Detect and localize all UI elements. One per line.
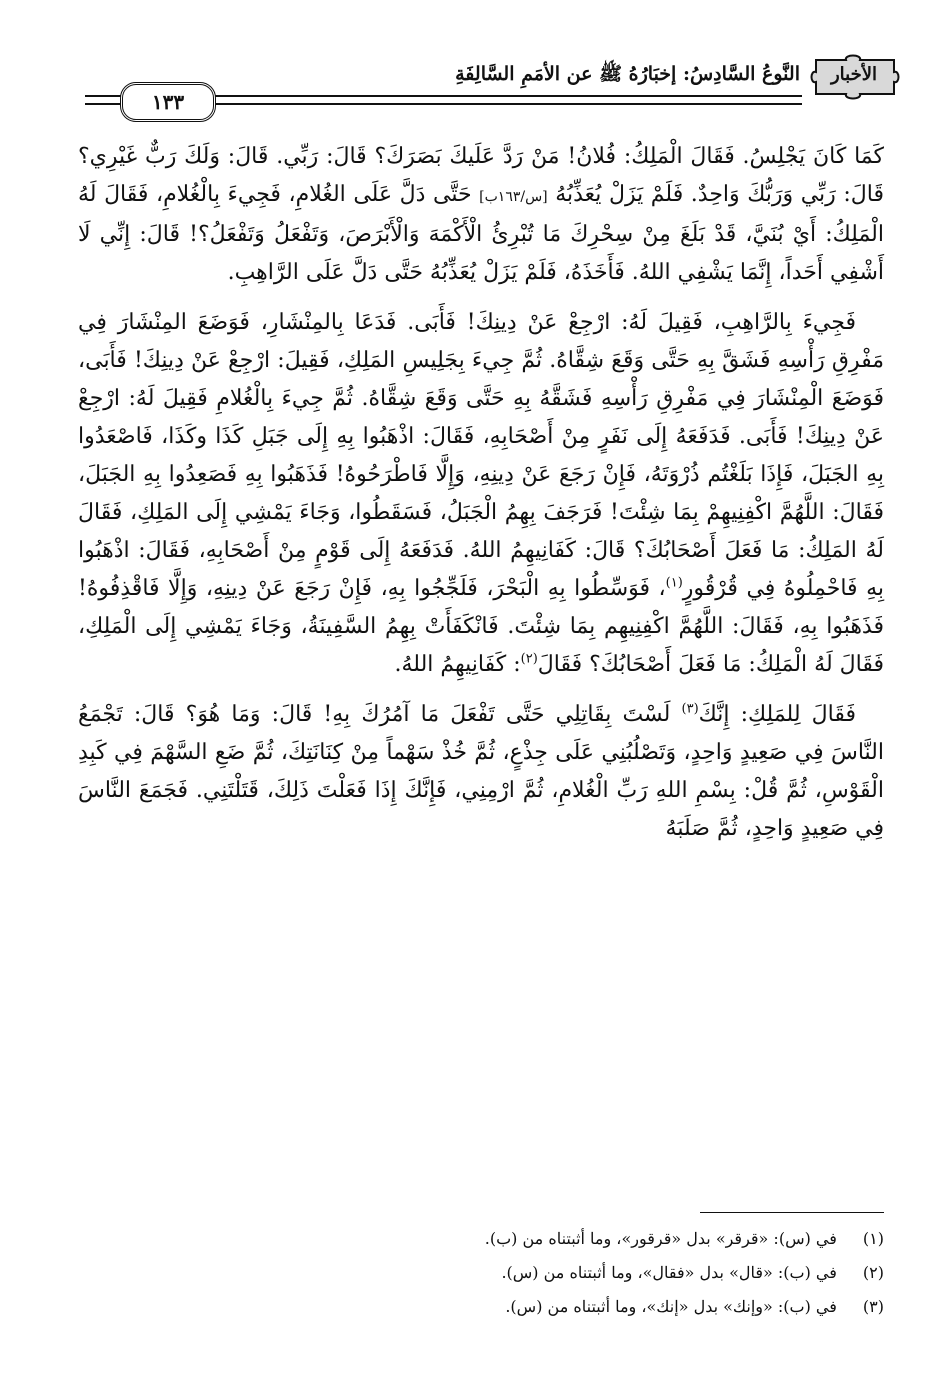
section-badge-label: الأخبار bbox=[830, 64, 877, 85]
paragraph-text: ، فَوَسِّطُوا بِهِ الْبَحْرَ، فَلَجِّجُوا بِهِ، فَإِنْ رَجَعَ عَنْ دِينِهِ، وَإِلَّا فَاقْذِفُوهُ! فَذَهَبُوا بِهِ، فَقَالَ: اللَّهُمَّ اكْفِنِيهِم بِمَا شِئْتَ. فَانْكَفَأَتْ بِهِمُ السَّفِينَةُ، وَجَاءَ يَمْشِي إِلَى الْمَلِكِ، فَقَالَ لَهُ الْمَلِكُ: مَا فَعَلَ أَصْحَابُكَ؟ فَقَالَ bbox=[78, 576, 884, 677]
footnote-divider bbox=[700, 1212, 884, 1213]
footnote-text: في (س): «قرقر» بدل «قرقور»، وما أثبتناه من (ب). bbox=[484, 1229, 837, 1248]
manuscript-ref: [س/١٦٣ب] bbox=[479, 189, 548, 205]
paragraph-text: لَسْتَ بِقَاتِلِي حَتَّى تَفْعَلَ مَا آمُرُكَ بِهِ! قَالَ: وَمَا هُوَ؟ قَالَ: تَجْمَعُ النَّاسَ فِي صَعِيدٍ وَاحِدٍ، وَتَصْلُبُنِي عَلَى جِذْعٍ، ثُمَّ خُذْ سَهْماً مِنْ كِنَانَتِكَ، ثُمَّ ضَعِ السَّهْمَ فِي كَبِدِ الْقَوْسِ، ثُمَّ قُلْ: بِسْمِ اللهِ رَبِّ الْغُلامِ، ثُمَّ ارْمِنِي، فَإِنَّكَ إِذَا فَعَلْتَ ذَلِكَ، قَتَلْتَنِي. فَجَمَعَ النَّاسَ فِي صَعِيدٍ وَاحِدٍ، ثُمَّ صَلَبَهُ bbox=[78, 702, 884, 841]
section-badge bbox=[806, 52, 902, 102]
footnote-number: (٢) bbox=[862, 1263, 884, 1282]
footnote-text: في (ب): «قال» بدل «فقال»، وما أثبتناه من (س). bbox=[501, 1263, 837, 1282]
footnote-item bbox=[200, 1222, 884, 1256]
footnote-ref: (١) bbox=[665, 575, 683, 591]
paragraph bbox=[78, 138, 884, 292]
paragraph-text: حَتَّى دَلَّ عَلَى الغُلامِ، فَجِيءَ بِالْغُلامِ، فَقَالَ لَهُ الْمَلِكُ: أَيْ بُنَيَّ، قَدْ بَلَغَ مِنْ سِحْرِكَ مَا تُبْرِئُ الْأَكْمَهَ وَالْأَبْرَصَ، وَتَفْعَلُ وَتَفْعَلُ؟! قَالَ: إِنِّي لَا أَشْفِي أَحَداً، إِنَّمَا يَشْفِي اللهُ. فَأَخَذَهُ، فَلَمْ يَزَلْ يُعَذِّبُهُ حَتَّى دَلَّ عَلَى الرَّاهِبِ. bbox=[78, 182, 884, 285]
footnote-number: (٣) bbox=[862, 1297, 884, 1316]
paragraph-text: فَقَالَ لِلمَلِكِ: إِنَّكَ bbox=[698, 702, 856, 727]
footnote-ref: (٣) bbox=[681, 701, 699, 717]
footnotes bbox=[200, 1222, 884, 1324]
header-rule-left bbox=[85, 95, 121, 105]
paragraph bbox=[78, 304, 884, 684]
main-text bbox=[78, 138, 884, 860]
running-title: النَّوعُ السَّادِسُ: إخبَارُهُ ﷺ عن الأمَمِ السَّالِفَةِ bbox=[455, 63, 800, 85]
footnote-ref: (٢) bbox=[520, 651, 538, 667]
footnote-number: (١) bbox=[862, 1229, 884, 1248]
footnote-text: في (ب): «وإنك» بدل «إنك»، وما أثبتناه من (س). bbox=[505, 1297, 837, 1316]
footnote-item bbox=[200, 1256, 884, 1290]
footnote-item bbox=[200, 1290, 884, 1324]
paragraph-text: فَجِيءَ بِالرَّاهِبِ، فَقِيلَ لَهُ: ارْجِعْ عَنْ دِينِكَ! فَأَبَى. فَدَعَا بِالمِنْشَارِ، فَوَضَعَ المِنْشَارَ فِي مَفْرِقِ رَأْسِهِ فَشَقَّ بِهِ حَتَّى وَقَعَ شِقَّاهُ. ثُمَّ جِيءَ بِجَلِيسِ المَلِكِ، فَقِيلَ: ارْجِعْ عَنْ دِينِكَ! فَأَبَى، فَوَضَعَ الْمِنْشَارَ فِي مَفْرِقِ رَأْسِهِ فَشَقَّهُ بِهِ حَتَّى وَقَعَ شِقَّاهُ. ثُمَّ جِيءَ بِالْغُلامِ فَقِيلَ لَهُ: ارْجِعْ عَنْ دِينِكَ! فَأَبَى. فَدَفَعَهُ إِلَى نَفَرٍ مِنْ أَصْحَابِهِ، فَقَالَ: اذْهَبُوا بِهِ إِلَى جَبَلِ كَذَا وكَذَا، فَاصْعَدُوا بِهِ الجَبَلَ، فَإِذَا بَلَغْتُم ذُرْوَتَهُ، فَإِنْ رَجَعَ عَنْ دِينِهِ، وَإِلَّا فَاطْرَحُوهُ! فَذَهَبُوا بِهِ فَصَعِدُوا بِهِ الجَبَلَ، فَقَالَ: اللَّهُمَّ اكْفِنِيهِمْ بِمَا شِئْتَ! فَرَجَفَ بِهِمُ الْجَبَلُ، فَسَقَطُوا، وَجَاءَ يَمْشِي إِلَى المَلِكِ، فَقَالَ لَهُ المَلِكُ: مَا فَعَلَ أَصْحَابُكَ؟ قَالَ: كَفَانِيهِمُ اللهُ. فَدَفَعَهُ إِلَى قَوْمٍ مِنْ أَصْحَابِهِ، فَقَالَ: اذْهَبُوا بِهِ فَاحْمِلُوهُ فِي قُرْقُورٍ bbox=[78, 310, 885, 601]
paragraph bbox=[78, 696, 884, 848]
paragraph-text: : كَفَانِيهِمُ اللهُ. bbox=[394, 652, 521, 677]
paragraph-text: كَمَا كَانَ يَجْلِسُ. فَقَالَ الْمَلِكُ: فُلانُ! مَنْ رَدَّ عَلَيكَ بَصَرَكَ؟ قَالَ: رَبِّي. قَالَ: وَلَكَ رَبٌّ غَيْرِي؟ قَالَ: رَبِّي وَرَبُّكَ وَاحِدٌ. فَلَمْ يَزَلْ يُعَذِّبُهُ bbox=[78, 144, 884, 207]
header-rule-right bbox=[212, 95, 802, 105]
page-number: ١٣٣ bbox=[120, 82, 216, 122]
